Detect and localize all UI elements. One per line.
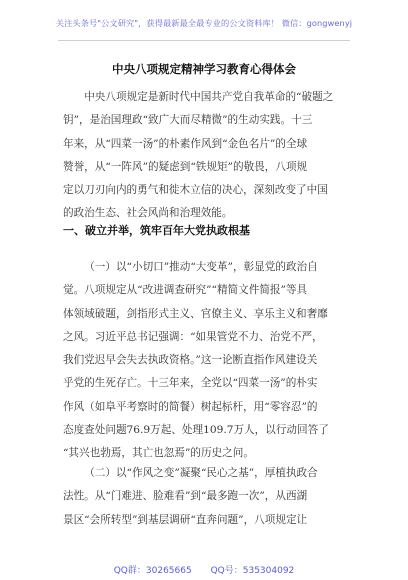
intro-paragraph [63,86,350,226]
paragraph-1 [63,256,350,466]
text-line: 之风。习近平总书记强调：“如果管党不力、治党不严， [63,330,323,343]
text-line: （一）以“小切口”推动“大变革”，彰显党的政治自 [84,261,318,273]
text-line: 的政治生态、社会风尚和治理效能。 [63,207,233,220]
text-line: “其兴也勃焉，其亡也忽焉”的历史之问。 [63,447,254,460]
text-line: 态度查处问题76.9万起、处理109.7万人，以行动回答了 [63,424,329,437]
text-line: 景区“会所转型”到基层调研“直奔问题”，八项规定让 [63,513,308,526]
paragraph-2 [63,462,350,532]
text-line: 法性。从“门难进、脸难看”到“最多跑一次”，从西湖 [63,490,308,503]
text-line: 年来，从“四菜一汤”的朴素作风到“金色名片”的全球 [63,137,308,150]
text-line: 我们党迟早会失去执政资格。”这一论断直指作风建设关 [63,354,318,367]
text-line: 乎党的生死存亡。十三年来，全党以“四菜一汤”的朴实 [63,377,318,390]
section-heading-1: 一、破立并举，筑牢百年大党执政根基 [63,224,250,237]
text-line: 赞誉，从“一阵风”的疑虑到“铁规矩”的敬畏，八项规 [63,160,308,173]
footer-contact [0,563,408,576]
header-promo-note: 关注头条号"公文研究"，获得最新最全最专业的公文资料库！ 微信：gongwenyj [55,18,353,28]
text-line: 体领域破题，剑指形式主义、官僚主义、享乐主义和奢靡 [63,307,328,320]
text-line: 定以刀刃向内的勇气和徙木立信的决心，深刻改变了中国 [63,184,328,197]
text-line: （二）以“作风之变”凝聚“民心之基”，厚植执政合 [84,467,318,479]
document-title: 中央八项规定精神学习教育心得体会 [112,62,296,76]
text-line: 中央八项规定是新时代中国共产党自我革命的“破题之 [84,91,334,103]
text-line: 钥”，是治国理政“致广大而尽精微”的生动实践。十三 [63,114,313,127]
text-line: 作风（如阜平考察时的简餐）树起标杆，用“零容忍”的 [63,400,318,413]
footer-qq-number: QQ号：535304092 [210,566,295,576]
header-divider [58,40,350,41]
text-line: 觉。八项规定从“改进调查研究”“精简文件简报”等具 [63,284,308,297]
footer-qq-group: QQ群：30265665 [113,566,192,576]
